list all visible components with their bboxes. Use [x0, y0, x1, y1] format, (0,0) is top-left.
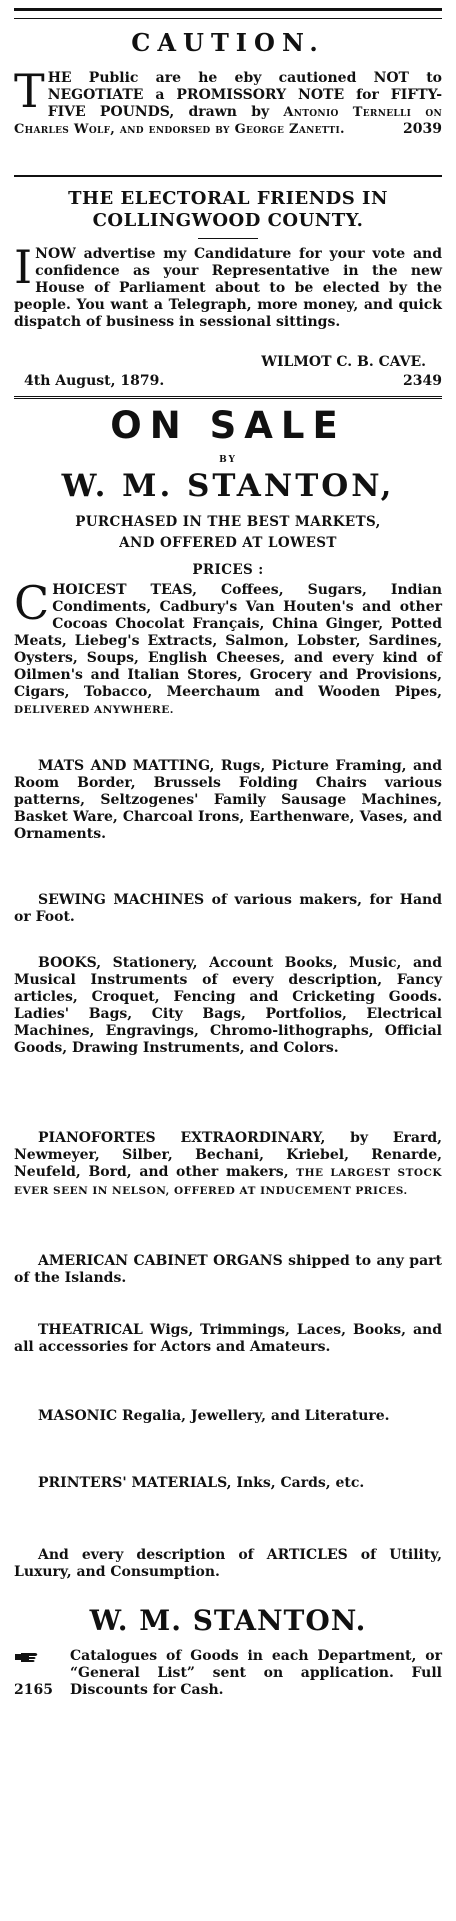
electoral-number: 2349	[403, 373, 442, 389]
theatrical-paragraph: THEATRICAL Wigs, Trimmings, Laces, Books, and all accessories for Actors and Amateurs.	[14, 1322, 442, 1355]
printers-paragraph: PRINTERS' MATERIALS, Inks, Cards, etc.	[38, 1475, 365, 1491]
electoral-signature: WILMOT C. B. CAVE.	[261, 354, 426, 370]
caution-body	[14, 64, 442, 138]
sale-by: BY	[219, 455, 237, 465]
sale-sub2: AND OFFERED AT LOWEST	[119, 535, 337, 551]
piano-paragraph	[14, 1130, 442, 1200]
sale-subheading	[14, 512, 442, 581]
section-rule	[14, 175, 442, 177]
electoral-date: 4th August, 1879.	[24, 373, 165, 389]
caution-names: Antonio Ternelli on Charles Wolf, and endorsed by George Zanetti.	[14, 105, 442, 137]
catalogue-left	[14, 1648, 70, 1667]
pointing-hand-icon	[14, 1650, 44, 1664]
teas-text: HOICEST TEAS, Coffees, Sugars, Indian Condiments, Cadbury's Van Houten's and other Cocoas Chocolat Français, China Ginger, Potted Meats, Liebeg's Extracts, Salmon, Lobster, Sardines, Oysters, Soups, English Cheeses, and every kind of Oilmen's and Italian Stores, Grocery and Provisions, Cigars, Tobacco, Meerchaum and Wooden Pipes,	[14, 582, 442, 700]
every-paragraph: And every description of ARTICLES of Utility, Luxury, and Consumption.	[14, 1547, 442, 1580]
sale-name-footer: W. M. STANTON.	[89, 1604, 367, 1637]
sale-sub3: PRICES :	[192, 562, 264, 578]
electoral-dropcap: I	[14, 240, 33, 294]
piano-tail: THE LARGEST STOCK EVER SEEN IN NELSON, OFFERED AT INDUCEMENT PRICES.	[14, 1167, 443, 1197]
top-double-rule	[14, 8, 442, 19]
mats-paragraph: MATS AND MATTING, Rugs, Picture Framing, and Room Border, Brussels Folding Chairs various patterns, Seltzogenes' Family Sausage Machines, Basket Ware, Charcoal Irons, Earthenware, Vases, and Ornaments.	[14, 758, 442, 842]
teas-dropcap: C	[14, 576, 50, 630]
teas-tail: DELIVERED ANYWHERE.	[14, 704, 174, 716]
electoral-body	[14, 240, 442, 331]
piano-text: PIANOFORTES EXTRAORDINARY, by Erard, Newmeyer, Silber, Bechani, Kriebel, Renarde, Neufeld, Bord, and other makers,	[14, 1130, 442, 1180]
books-paragraph: BOOKS, Stationery, Account Books, Music, and Musical Instruments of every description, Fancy articles, Croquet, Fencing and Cricketing Goods. Ladies' Bags, City Bags, Portfolios, Electrical Machines, Engravings, Chromo-lithographs, Official Goods, Drawing Instruments, and Colors.	[14, 955, 442, 1056]
caution-number: 2039	[403, 121, 442, 137]
electoral-title	[14, 188, 442, 232]
masonic-paragraph: MASONIC Regalia, Jewellery, and Literature.	[38, 1408, 390, 1424]
sale-title: ON SALE	[110, 404, 346, 447]
caution-title: CAUTION.	[131, 28, 325, 57]
catalogue-block	[14, 1648, 442, 1699]
electoral-title-line1: THE ELECTORAL FRIENDS IN	[68, 188, 388, 209]
caution-dropcap: T	[14, 64, 45, 118]
electoral-title-line2: COLLINGWOOD COUNTY.	[92, 210, 364, 231]
caution-text: HE Public are he eby cautioned NOT to NEGOTIATE a PROMISSORY NOTE for FIFTY-FIVE POUNDS, drawn by	[47, 70, 442, 120]
electoral-date-line	[14, 373, 442, 389]
short-rule	[198, 238, 258, 239]
catalogue-text: Catalogues of Goods in each Department, or “General List” sent on application. Full Discounts for Cash.	[70, 1648, 442, 1698]
sale-name: W. M. STANTON,	[61, 468, 395, 504]
teas-paragraph	[14, 576, 442, 719]
sale-sub1: PURCHASED IN THE BEST MARKETS,	[75, 514, 381, 530]
section-rule	[14, 396, 442, 399]
sale-number: 2165	[14, 1682, 53, 1698]
electoral-text: NOW advertise my Candidature for your vote and confidence as your Representative in the new House of Parliament about to be elected by the people. You want a Telegraph, more money, and quick dispatch of business in sessional sittings.	[14, 246, 442, 330]
sewing-paragraph: SEWING MACHINES of various makers, for Hand or Foot.	[14, 892, 442, 925]
organs-paragraph: AMERICAN CABINET ORGANS shipped to any part of the Islands.	[14, 1253, 442, 1286]
